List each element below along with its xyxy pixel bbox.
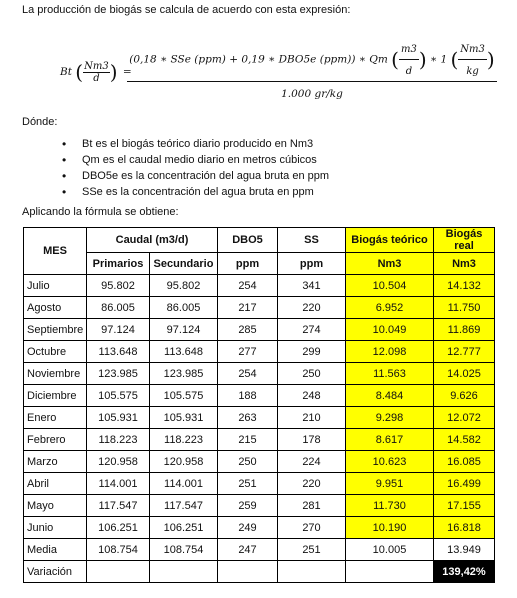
cell-dbo5: 250	[218, 451, 278, 473]
cell-primarios: 95.802	[87, 275, 150, 297]
cell-mes: Enero	[24, 407, 87, 429]
cell-teorico: 10.190	[346, 517, 434, 539]
cell-dbo5: 285	[218, 319, 278, 341]
cell-ss: 248	[278, 385, 346, 407]
cell-mes: Junio	[24, 517, 87, 539]
cell-teorico: 10.049	[346, 319, 434, 341]
table-row	[24, 473, 495, 495]
table-row	[24, 451, 495, 473]
empty-cell	[346, 561, 434, 583]
cell-ss: 250	[278, 363, 346, 385]
cell-primarios: 123.985	[87, 363, 150, 385]
cell-teorico: 12.098	[346, 341, 434, 363]
cell-real: 16.085	[434, 451, 495, 473]
definition-item: • Bt es el biogás teórico diario producido en Nm3	[62, 136, 329, 152]
cell-mes: Julio	[24, 275, 87, 297]
header-mes: MES	[24, 228, 87, 275]
header-ss: SS	[278, 228, 346, 253]
table-row	[24, 517, 495, 539]
cell-dbo5: 188	[218, 385, 278, 407]
cell-variacion: 139,42%	[434, 561, 495, 583]
empty-cell	[218, 561, 278, 583]
cell-teorico: 6.952	[346, 297, 434, 319]
cell-ss: 178	[278, 429, 346, 451]
definition-item: • DBO5e es la concentración del agua bruta en ppm	[62, 168, 329, 184]
formula-lhs: Bt ( $\frac{Nm3}{d}$ ) =	[60, 60, 132, 84]
cell-secundario: 118.223	[150, 429, 218, 451]
cell-ss: 281	[278, 495, 346, 517]
cell-primarios: 106.251	[87, 517, 150, 539]
formula-lhs-unit: $\frac{Nm3}{d}$	[84, 60, 109, 84]
header-caudal: Caudal (m3/d)	[87, 228, 218, 253]
cell-secundario: 105.931	[150, 407, 218, 429]
cell-ss: 210	[278, 407, 346, 429]
header-real-unit: Nm3	[434, 253, 495, 275]
table-row	[24, 363, 495, 385]
cell-teorico: 8.617	[346, 429, 434, 451]
header-dbo5-unit: ppm	[218, 253, 278, 275]
cell-primarios: 113.648	[87, 341, 150, 363]
biogas-table	[23, 227, 495, 583]
cell-primarios: 105.575	[87, 385, 150, 407]
cell-primarios: 114.001	[87, 473, 150, 495]
cell-secundario: 95.802	[150, 275, 218, 297]
cell-secundario: 86.005	[150, 297, 218, 319]
cell-real: 12.072	[434, 407, 495, 429]
cell-real: 14.025	[434, 363, 495, 385]
cell-ss: 299	[278, 341, 346, 363]
cell-dbo5: 259	[218, 495, 278, 517]
cell-real: 14.132	[434, 275, 495, 297]
cell-primarios: 118.223	[87, 429, 150, 451]
cell-real: 11.869	[434, 319, 495, 341]
cell-mes: Agosto	[24, 297, 87, 319]
cell-dbo5: 251	[218, 473, 278, 495]
cell-dbo5: 249	[218, 517, 278, 539]
cell-real: 17.155	[434, 495, 495, 517]
table-row	[24, 319, 495, 341]
cell-mes: Abril	[24, 473, 87, 495]
cell-secundario: 123.985	[150, 363, 218, 385]
header-teorico-unit: Nm3	[346, 253, 434, 275]
cell-secundario: 114.001	[150, 473, 218, 495]
cell-mes: Octubre	[24, 341, 87, 363]
cell-dbo5: 254	[218, 363, 278, 385]
header-dbo5: DBO5	[218, 228, 278, 253]
formula-fraction	[126, 40, 498, 100]
cell-mes: Diciembre	[24, 385, 87, 407]
formula-numerator: (0,18 ∗ SSe (ppm) + 0,19 ∗ DBO5e (ppm)) ∗ Qm ( $\frac{m3}{d}$ ) ∗ 1 ( $\frac{Nm3}{kg}$ )	[127, 40, 496, 82]
cell-teorico: 9.298	[346, 407, 434, 429]
cell-mes: Mayo	[24, 495, 87, 517]
formula-lhs-var: Bt	[60, 66, 72, 78]
cell-ss: 220	[278, 297, 346, 319]
cell-real: 14.582	[434, 429, 495, 451]
cell-primarios: 108.754	[87, 539, 150, 561]
cell-primarios: 97.124	[87, 319, 150, 341]
cell-ss: 341	[278, 275, 346, 297]
header-primarios: Primarios	[87, 253, 150, 275]
cell-teorico: 8.484	[346, 385, 434, 407]
cell-primarios: 117.547	[87, 495, 150, 517]
cell-secundario: 117.547	[150, 495, 218, 517]
cell-dbo5: 247	[218, 539, 278, 561]
cell-secundario: 113.648	[150, 341, 218, 363]
cell-dbo5: 217	[218, 297, 278, 319]
cell-primarios: 120.958	[87, 451, 150, 473]
cell-dbo5: 277	[218, 341, 278, 363]
donde-label: Dónde:	[22, 116, 58, 128]
biogas-formula	[60, 40, 500, 102]
cell-teorico: 10.005	[346, 539, 434, 561]
media-row	[24, 539, 495, 561]
cell-mes: Septiembre	[24, 319, 87, 341]
cell-primarios: 105.931	[87, 407, 150, 429]
empty-cell	[150, 561, 218, 583]
cell-ss: 270	[278, 517, 346, 539]
cell-teorico: 10.623	[346, 451, 434, 473]
intro-text: La producción de biogás se calcula de acuerdo con esta expresión:	[22, 4, 351, 16]
definition-item: • Qm es el caudal medio diario en metros cúbicos	[62, 152, 329, 168]
cell-mes: Noviembre	[24, 363, 87, 385]
table-row	[24, 429, 495, 451]
cell-ss: 251	[278, 539, 346, 561]
cell-real: 11.750	[434, 297, 495, 319]
table-row	[24, 297, 495, 319]
cell-dbo5: 254	[218, 275, 278, 297]
cell-mes: Marzo	[24, 451, 87, 473]
cell-secundario: 97.124	[150, 319, 218, 341]
cell-mes: Variación	[24, 561, 87, 583]
aplicando-text: Aplicando la fórmula se obtiene:	[22, 206, 179, 218]
cell-ss: 220	[278, 473, 346, 495]
cell-secundario: 105.575	[150, 385, 218, 407]
cell-ss: 274	[278, 319, 346, 341]
cell-secundario: 106.251	[150, 517, 218, 539]
cell-dbo5: 263	[218, 407, 278, 429]
cell-mes: Febrero	[24, 429, 87, 451]
cell-teorico: 11.563	[346, 363, 434, 385]
header-biogas-teorico: Biogás teórico	[346, 228, 434, 253]
cell-real: 16.499	[434, 473, 495, 495]
cell-real: 16.818	[434, 517, 495, 539]
table-row	[24, 495, 495, 517]
cell-mes: Media	[24, 539, 87, 561]
table-row	[24, 407, 495, 429]
cell-secundario: 120.958	[150, 451, 218, 473]
cell-real: 12.777	[434, 341, 495, 363]
variacion-row	[24, 561, 495, 583]
definitions-list	[62, 136, 329, 200]
header-biogas-real: Biogás real	[434, 228, 495, 253]
cell-teorico: 9.951	[346, 473, 434, 495]
cell-dbo5: 215	[218, 429, 278, 451]
header-ss-unit: ppm	[278, 253, 346, 275]
cell-ss: 224	[278, 451, 346, 473]
cell-primarios: 86.005	[87, 297, 150, 319]
table-row	[24, 275, 495, 297]
cell-secundario: 108.754	[150, 539, 218, 561]
table-row	[24, 385, 495, 407]
formula-denominator: 1.000 gr/kg	[281, 88, 343, 100]
table-row	[24, 341, 495, 363]
cell-teorico: 11.730	[346, 495, 434, 517]
cell-teorico: 10.504	[346, 275, 434, 297]
definition-item: • SSe es la concentración del agua bruta en ppm	[62, 184, 329, 200]
cell-real: 9.626	[434, 385, 495, 407]
empty-cell	[87, 561, 150, 583]
cell-real: 13.949	[434, 539, 495, 561]
empty-cell	[278, 561, 346, 583]
header-secundario: Secundario	[150, 253, 218, 275]
